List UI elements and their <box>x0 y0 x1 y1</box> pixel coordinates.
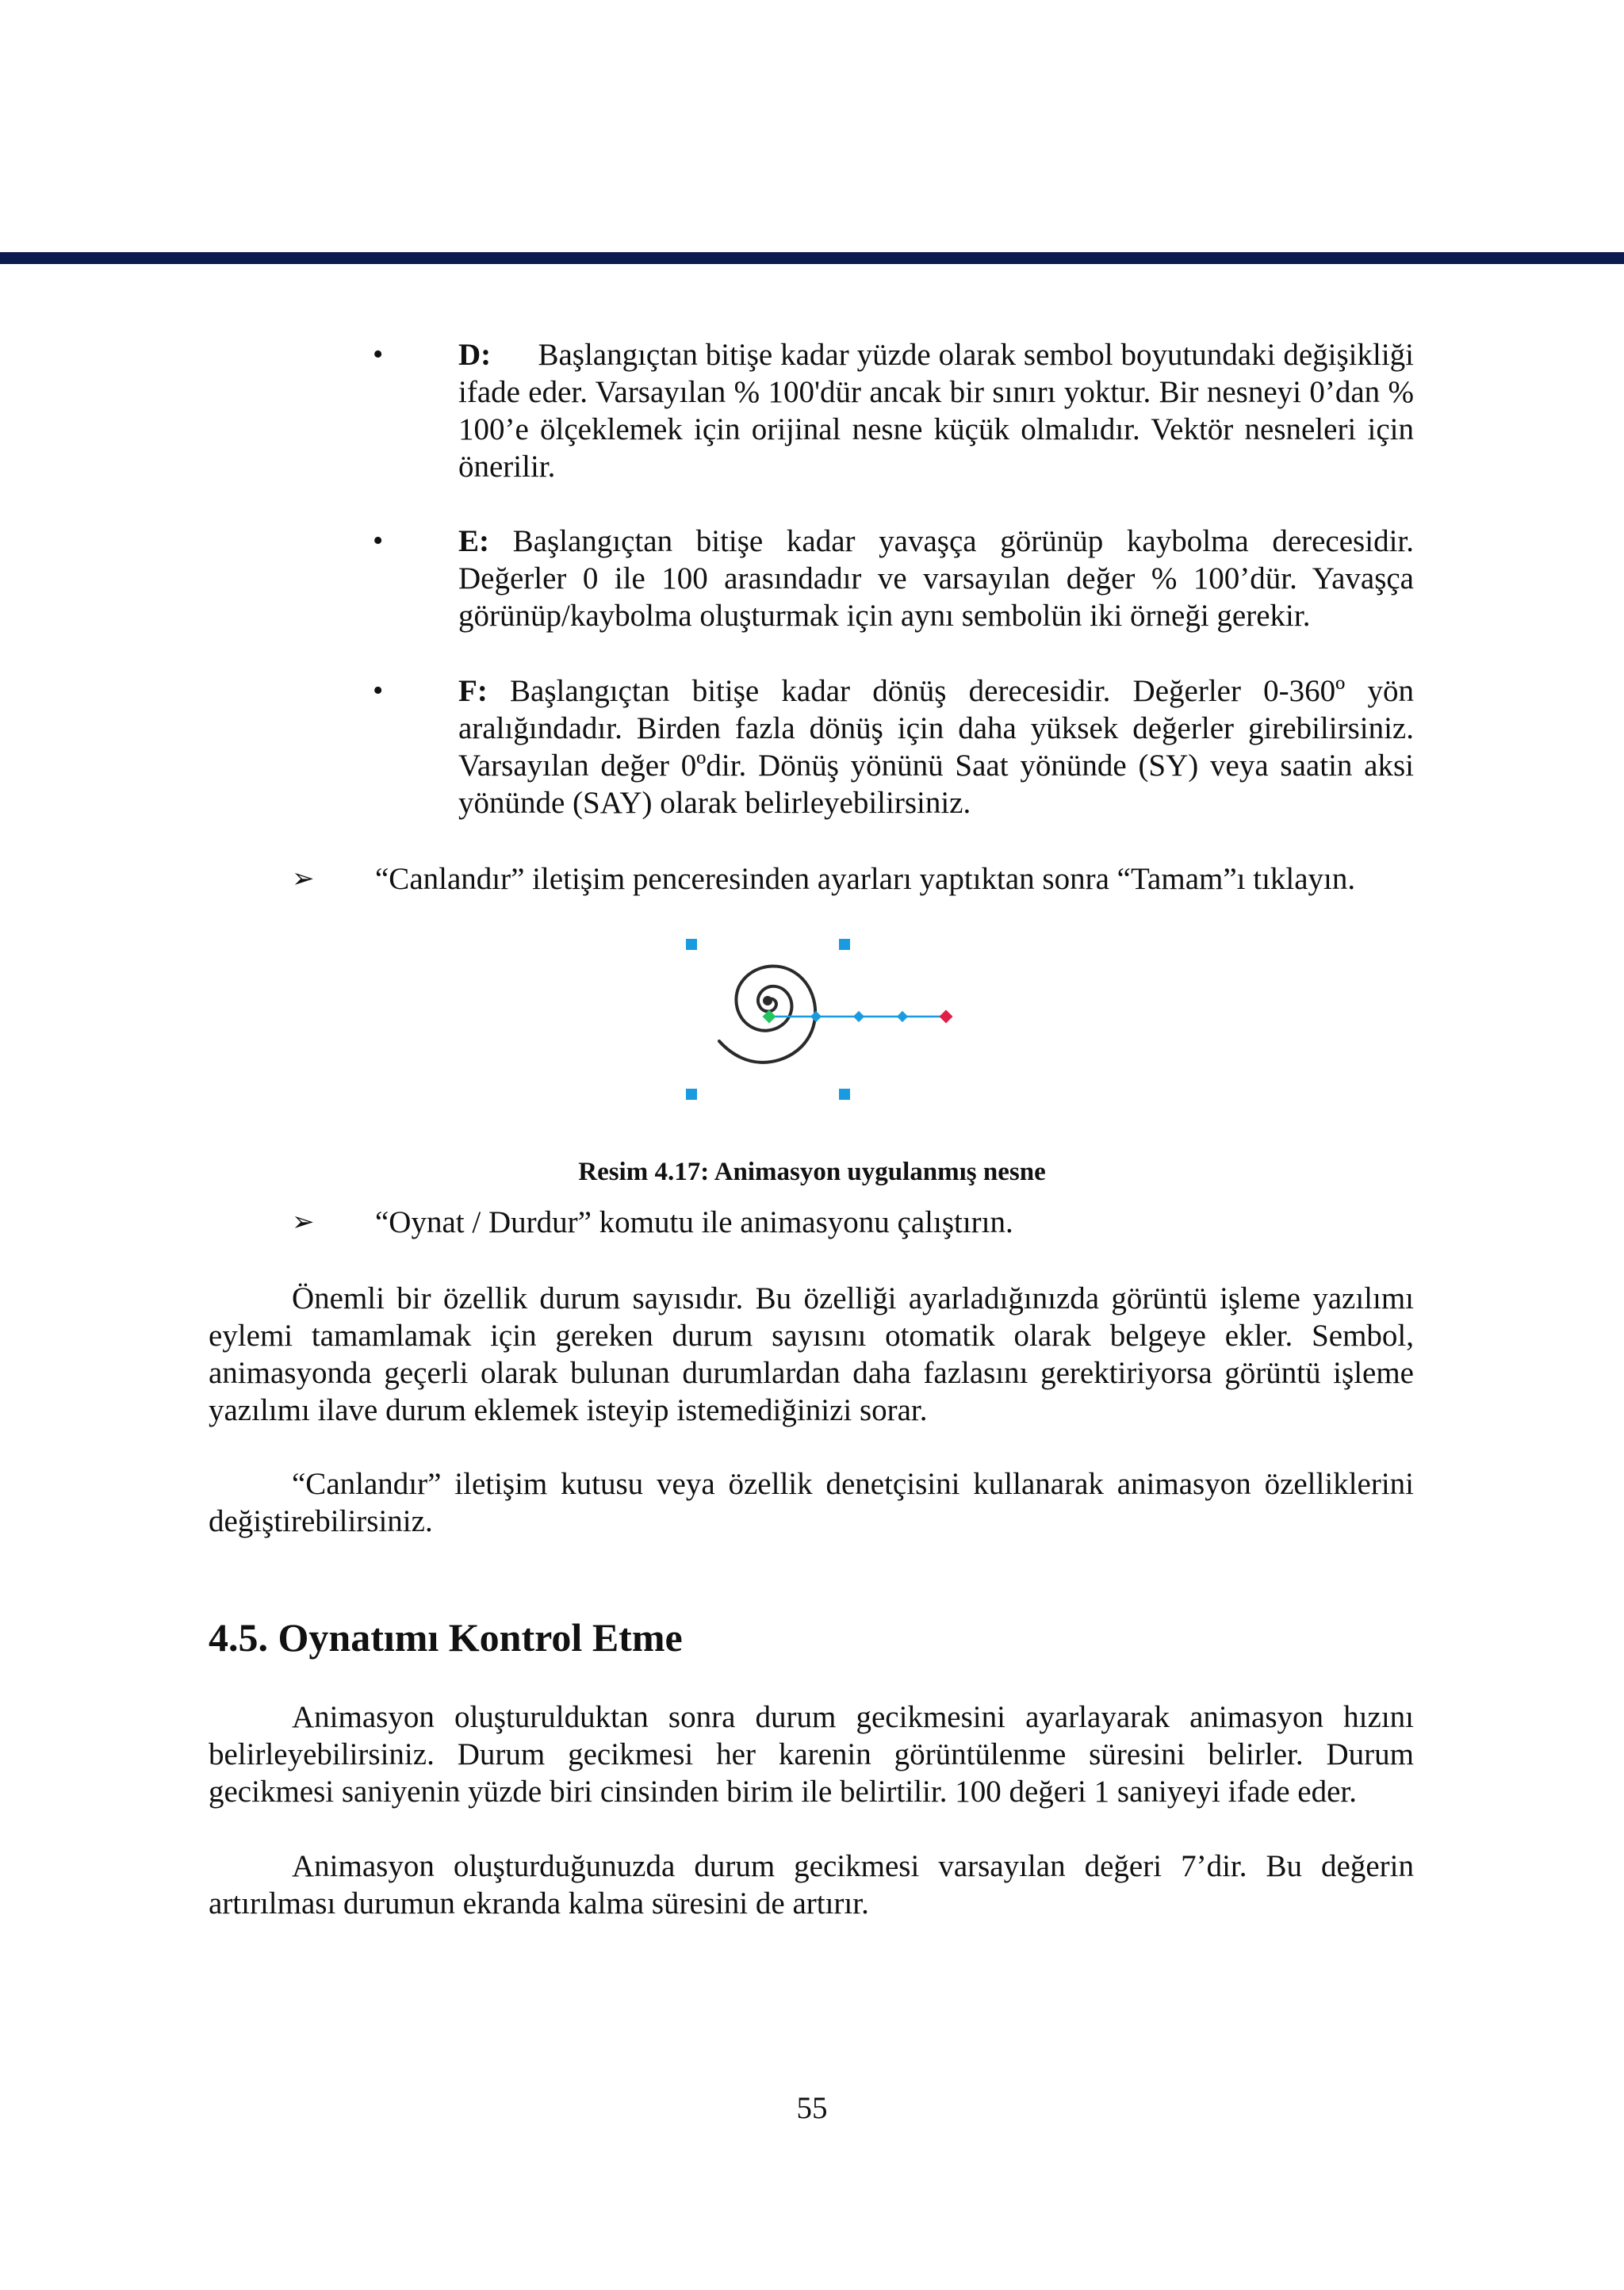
selection-handle <box>686 939 697 950</box>
body-paragraph: Animasyon oluşturduğunuzda durum gecikmesi varsayılan değeri 7’dir. Bu değerin artırılması durumun ekranda kalma süresini de artırır. <box>209 1849 1414 1920</box>
spiral-center <box>763 996 772 1005</box>
motion-node <box>810 1011 822 1022</box>
body-paragraph: Animasyon oluşturulduktan sonra durum gecikmesini ayarlayarak animasyon hızını belirleyebilirsiniz. Durum gecikmesi her karenin görüntülenme süresini belirler. Durum gecikmesi saniyenin yüzde biri cinsinden birim ile belirtilir. 100 değeri 1 saniyeyi ifade eder. <box>209 1700 1414 1809</box>
section-heading: 4.5. Oynatımı Kontrol Etme <box>209 1615 683 1660</box>
bullet-label: F: <box>458 674 488 708</box>
motion-node <box>897 1011 908 1022</box>
selection-handle <box>686 1089 697 1100</box>
bullet-item-d <box>458 336 1414 485</box>
bullet-item-f <box>458 672 1414 821</box>
bullet-text: Başlangıçtan bitişe kadar yüzde olarak sembol boyutundaki değişikliği ifade eder. Varsayılan % 100'dür ancak bir sınırı yoktur. Bir nesneyi 0’dan % 100’e ölçeklemek için orijinal nesne küçük olmalıdır. Vektör nesneleri için önerilir. <box>458 338 1415 484</box>
bullet-label: D: <box>458 338 492 372</box>
animated-spiral-figure <box>678 928 963 1114</box>
arrow-bullet-icon: ➢ <box>292 1206 315 1238</box>
bullet-dot: • <box>373 674 384 707</box>
bullet-text: Başlangıçtan bitişe kadar dönüş derecesidir. Değerler 0-360º yön aralığındadır. Birden fazla dönüş için daha yüksek değerler girebilirsiniz. Varsayılan değer 0ºdir. Dönüş yönünü Saat yönünde (SY) veya saatin aksi yönünde (SAY) olarak belirleyebilirsiniz. <box>458 674 1414 820</box>
motion-end-node <box>940 1010 953 1024</box>
step-item: “Canlandır” iletişim penceresinden ayarları yaptıktan sonra “Tamam”ı tıklayın. <box>375 862 1356 896</box>
animated-spiral-icon <box>678 928 963 1110</box>
selection-handle <box>839 1089 850 1100</box>
bullet-label: E: <box>458 524 489 558</box>
page-number: 55 <box>796 2091 828 2125</box>
bullet-item-e <box>458 523 1414 634</box>
header-rule <box>0 252 1624 264</box>
body-paragraph: “Canlandır” iletişim kutusu veya özellik denetçisini kullanarak animasyon özelliklerini değiştirebilirsiniz. <box>209 1467 1414 1538</box>
motion-node <box>853 1011 864 1022</box>
body-paragraph: Önemli bir özellik durum sayısıdır. Bu özelliği ayarladığınızda görüntü işleme yazılımı eylemi tamamlamak için gereken durum sayısını otomatik olarak belgeye ekler. Sembol, animasyonda geçerli olarak bulunan durumlardan daha fazlasını gerektiriyorsa görüntü işleme yazılımı ilave durum eklemek isteyip istemediğinizi sorar. <box>209 1281 1414 1427</box>
bullet-dot: • <box>373 524 384 557</box>
arrow-bullet-icon: ➢ <box>292 863 315 894</box>
selection-handle <box>839 939 850 950</box>
figure-caption: Resim 4.17: Animasyon uygulanmış nesne <box>578 1158 1046 1186</box>
bullet-text: Başlangıçtan bitişe kadar yavaşça görünüp kaybolma derecesidir. Değerler 0 ile 100 arasındadır ve varsayılan değer % 100’dür. Yavaşça görünüp/kaybolma oluşturmak için aynı sembolün iki örneği gerekir. <box>458 524 1414 633</box>
step-item: “Oynat / Durdur” komutu ile animasyonu çalıştırın. <box>375 1205 1013 1239</box>
bullet-dot: • <box>373 338 384 371</box>
